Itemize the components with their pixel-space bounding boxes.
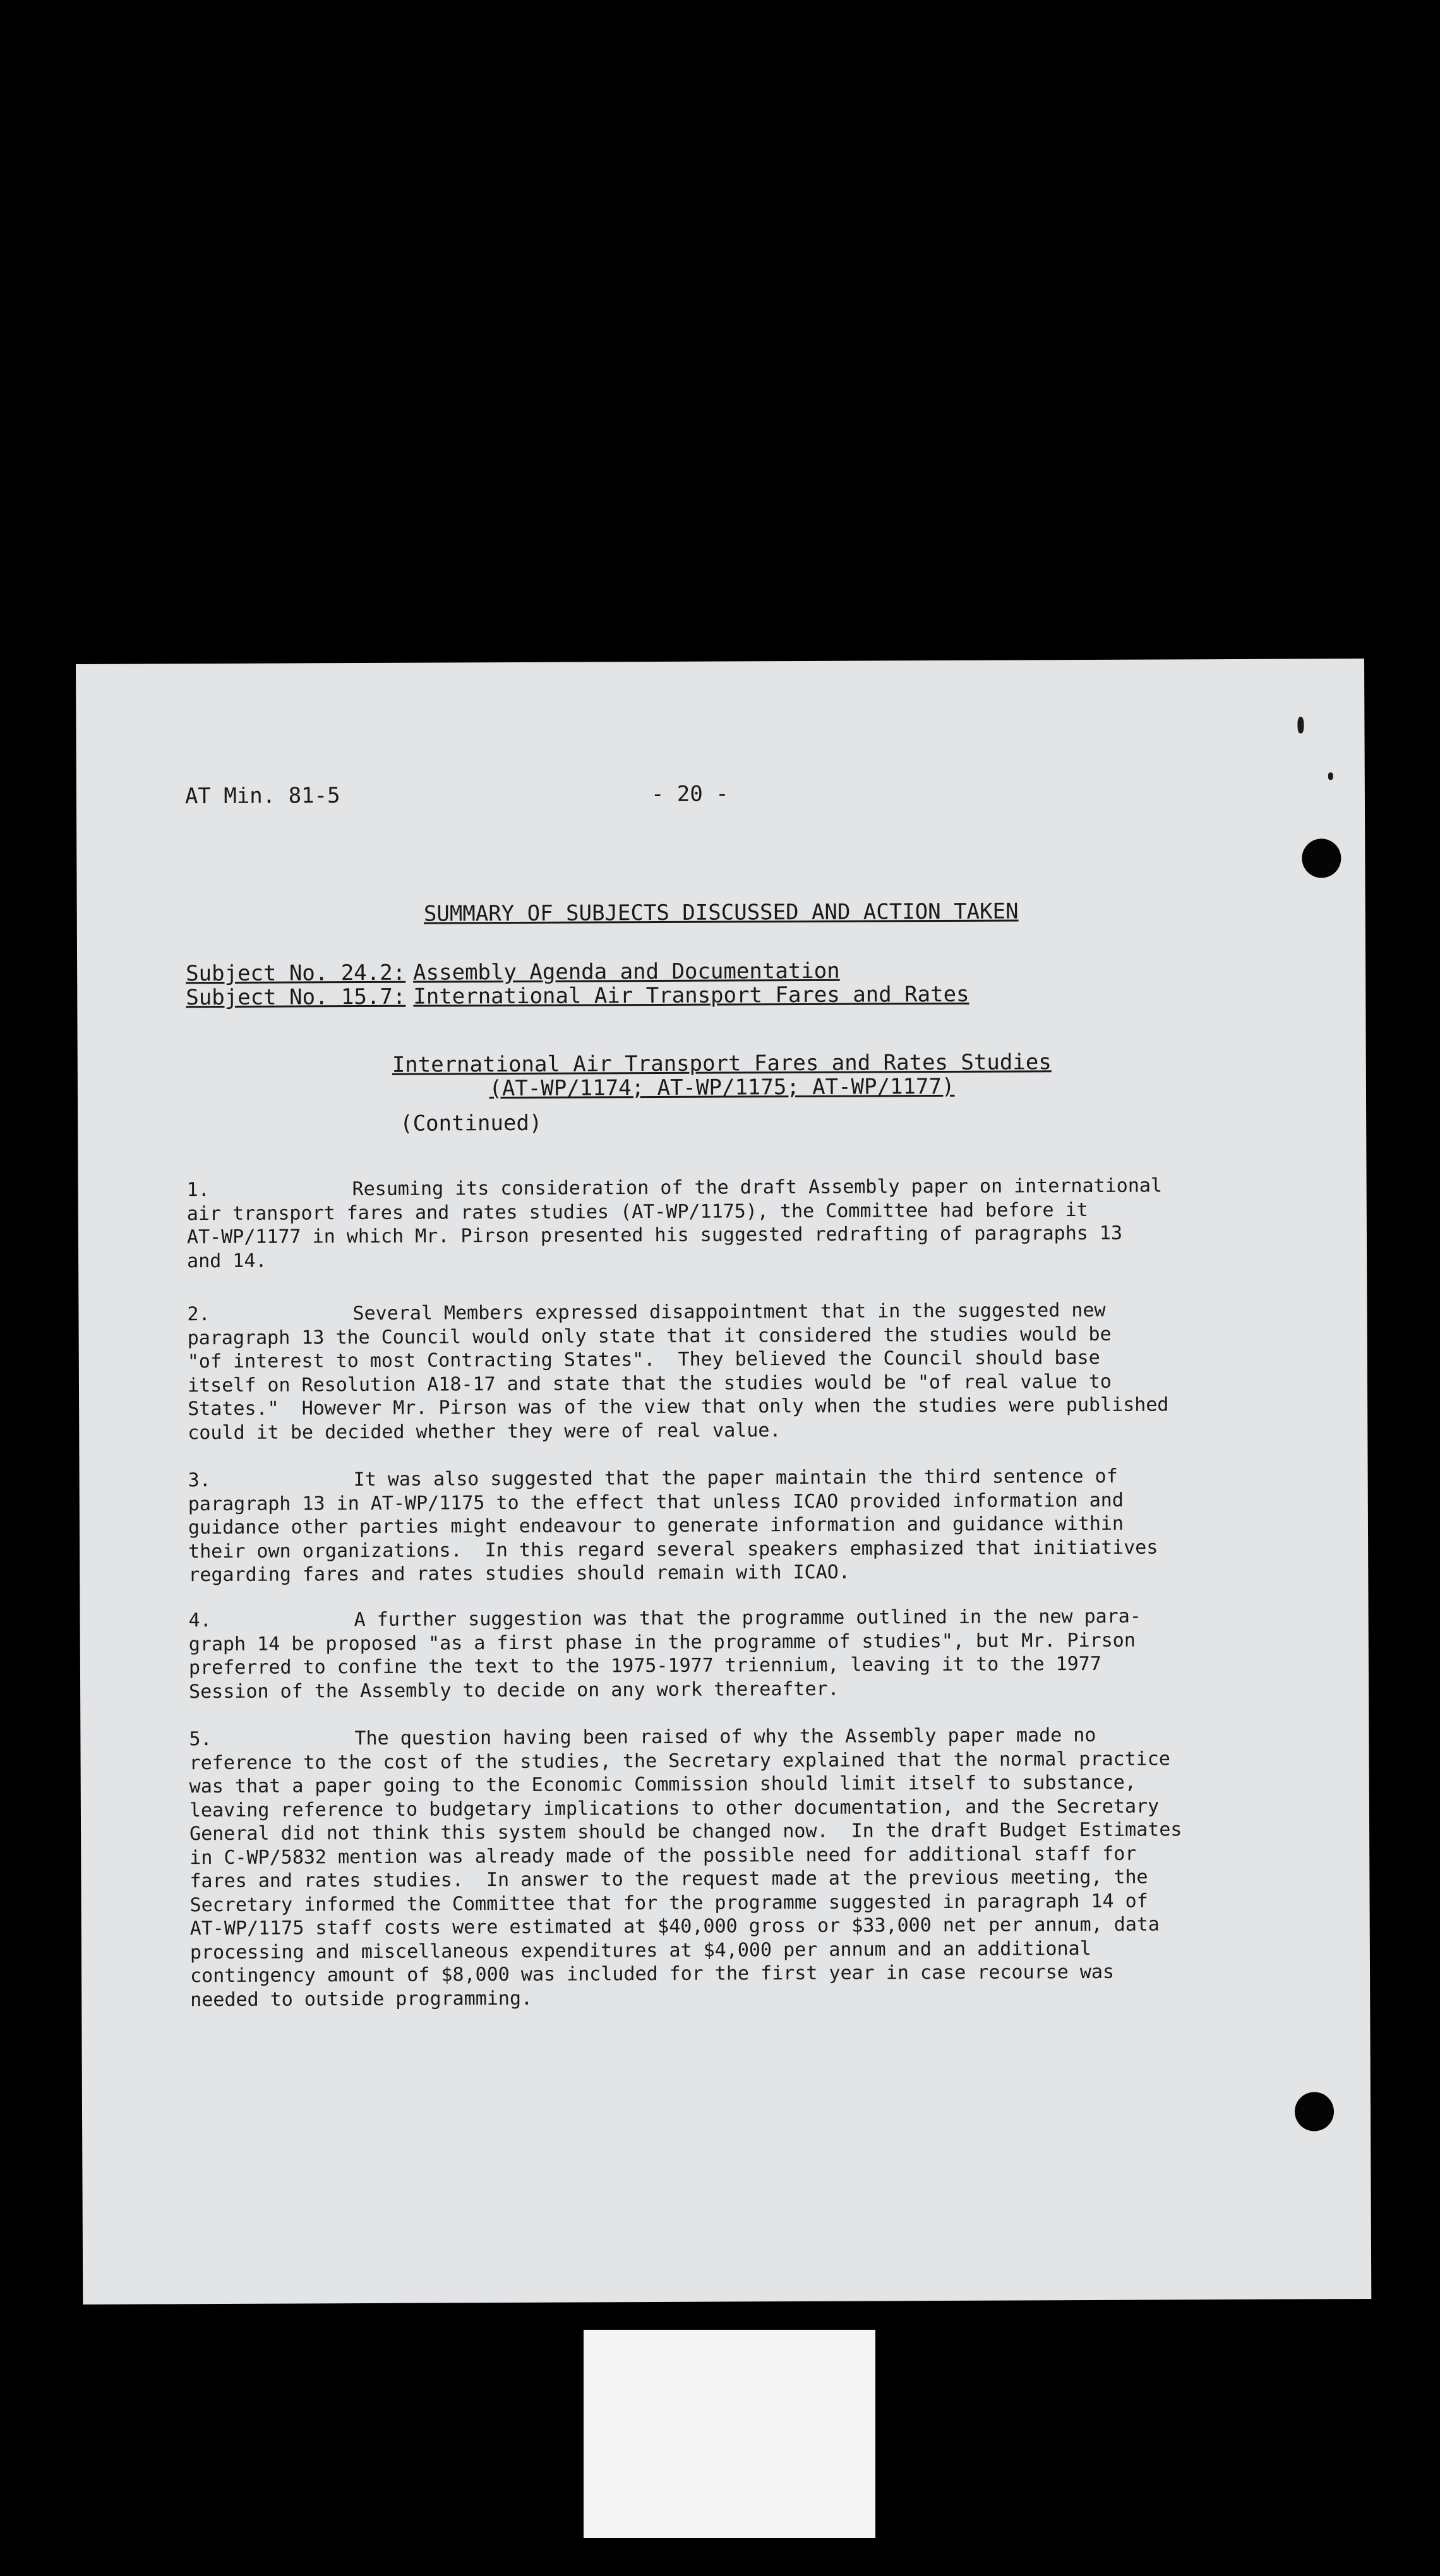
section-heading-line: International Air Transport Fares and Rates Studies <box>392 1049 1052 1078</box>
paragraph-5 <box>189 1722 1314 2012</box>
paragraph-number: 4. <box>188 1609 212 1632</box>
blank-card <box>584 2330 875 2538</box>
punch-hole <box>1302 838 1341 878</box>
paragraph-number: 3. <box>188 1469 211 1492</box>
continued-note: (Continued) <box>400 1110 543 1136</box>
paragraph-text: Several Members expressed disappointment that in the suggested new paragraph 13 the Council would only state that it considered the studies would be "of interest to most Contracting States". They believed the Council should base itself on Resolution A18-17 and state that the studies would be "of real value to States." However Mr. Pirson was of the view that only when the studies were published could it be decided whether they were of real value. <box>187 1299 1169 1444</box>
paragraph-2 <box>187 1297 1312 1445</box>
ink-mark <box>1297 717 1304 734</box>
document-page <box>76 659 1371 2305</box>
paragraph-number: 5. <box>189 1728 212 1751</box>
paragraph-1 <box>187 1173 1312 1273</box>
subject-label: Subject No. 24.2: <box>186 960 406 987</box>
paragraph-text: Resuming its consideration of the draft Assembly paper on international air transport fares and rates studies (AT-WP/1175), the Committee had before it AT-WP/1177 in which Mr. Pirson presented his suggested redrafting of paragraphs 13 and 14. <box>186 1174 1163 1272</box>
section-heading-references: (AT-WP/1174; AT-WP/1175; AT-WP/1177) <box>489 1073 955 1102</box>
document-reference: AT Min. 81-5 <box>184 783 340 809</box>
paragraph-4 <box>189 1604 1314 1703</box>
section-heading <box>78 1049 1366 1102</box>
subject-list <box>186 958 969 1010</box>
subject-text: Assembly Agenda and Documentation <box>413 958 840 986</box>
document-title: SUMMARY OF SUBJECTS DISCUSSED AND ACTION TAKEN <box>423 898 1019 927</box>
paragraph-3 <box>188 1464 1313 1587</box>
paragraph-text: The question having been raised of why the Assembly paper made no reference to the cost of the studies, the Secretary explained that the normal practice was that a paper going to the Economic Commission should limit itself to substance, leaving reference to budgetary implications to other documentation, and the Secretary General did not think this system should be changed now. In the draft Budget Estimates in C-WP/5832 mention was already made of the possible need for additional staff for fares and rates studies. In answer to the request made at the previous meeting, the Secretary informed the Committee that for the programme suggested in paragraph 14 of AT-WP/1175 staff costs were estimated at $40,000 gross or $33,000 net per annum, data processing and miscellaneous expenditures at $4,000 per annum and an additional contingency amount of $8,000 was included for the first year in case recourse was needed to outside programming. <box>189 1724 1182 2011</box>
subject-row <box>186 982 969 1010</box>
paragraph-number: 1. <box>186 1179 210 1202</box>
ink-mark <box>1328 772 1333 780</box>
subject-text: International Air Transport Fares and Rates <box>413 981 969 1010</box>
subject-label: Subject No. 15.7: <box>186 984 406 1011</box>
page-number: - 20 - <box>651 781 729 808</box>
paragraph-number: 2. <box>187 1303 210 1326</box>
paragraph-text: It was also suggested that the paper maintain the third sentence of paragraph 13 in AT-WP/1175 to the effect that unless ICAO provided information and guidance other parties might endeavour to generate information and guidance within their own organizations. In this regard several speakers emphasized that initiatives regarding fares and rates studies should remain with ICAO. <box>188 1465 1158 1587</box>
paragraph-text: A further suggestion was that the programme outlined in the new para- graph 14 be proposed "as a first phase in the programme of studies", but Mr. Pirson preferred to confine the text to the 1975-1977 triennium, leaving it to the 1977 Session of the Assembly to decide on any work thereafter. <box>188 1605 1141 1703</box>
punch-hole <box>1295 2092 1334 2131</box>
